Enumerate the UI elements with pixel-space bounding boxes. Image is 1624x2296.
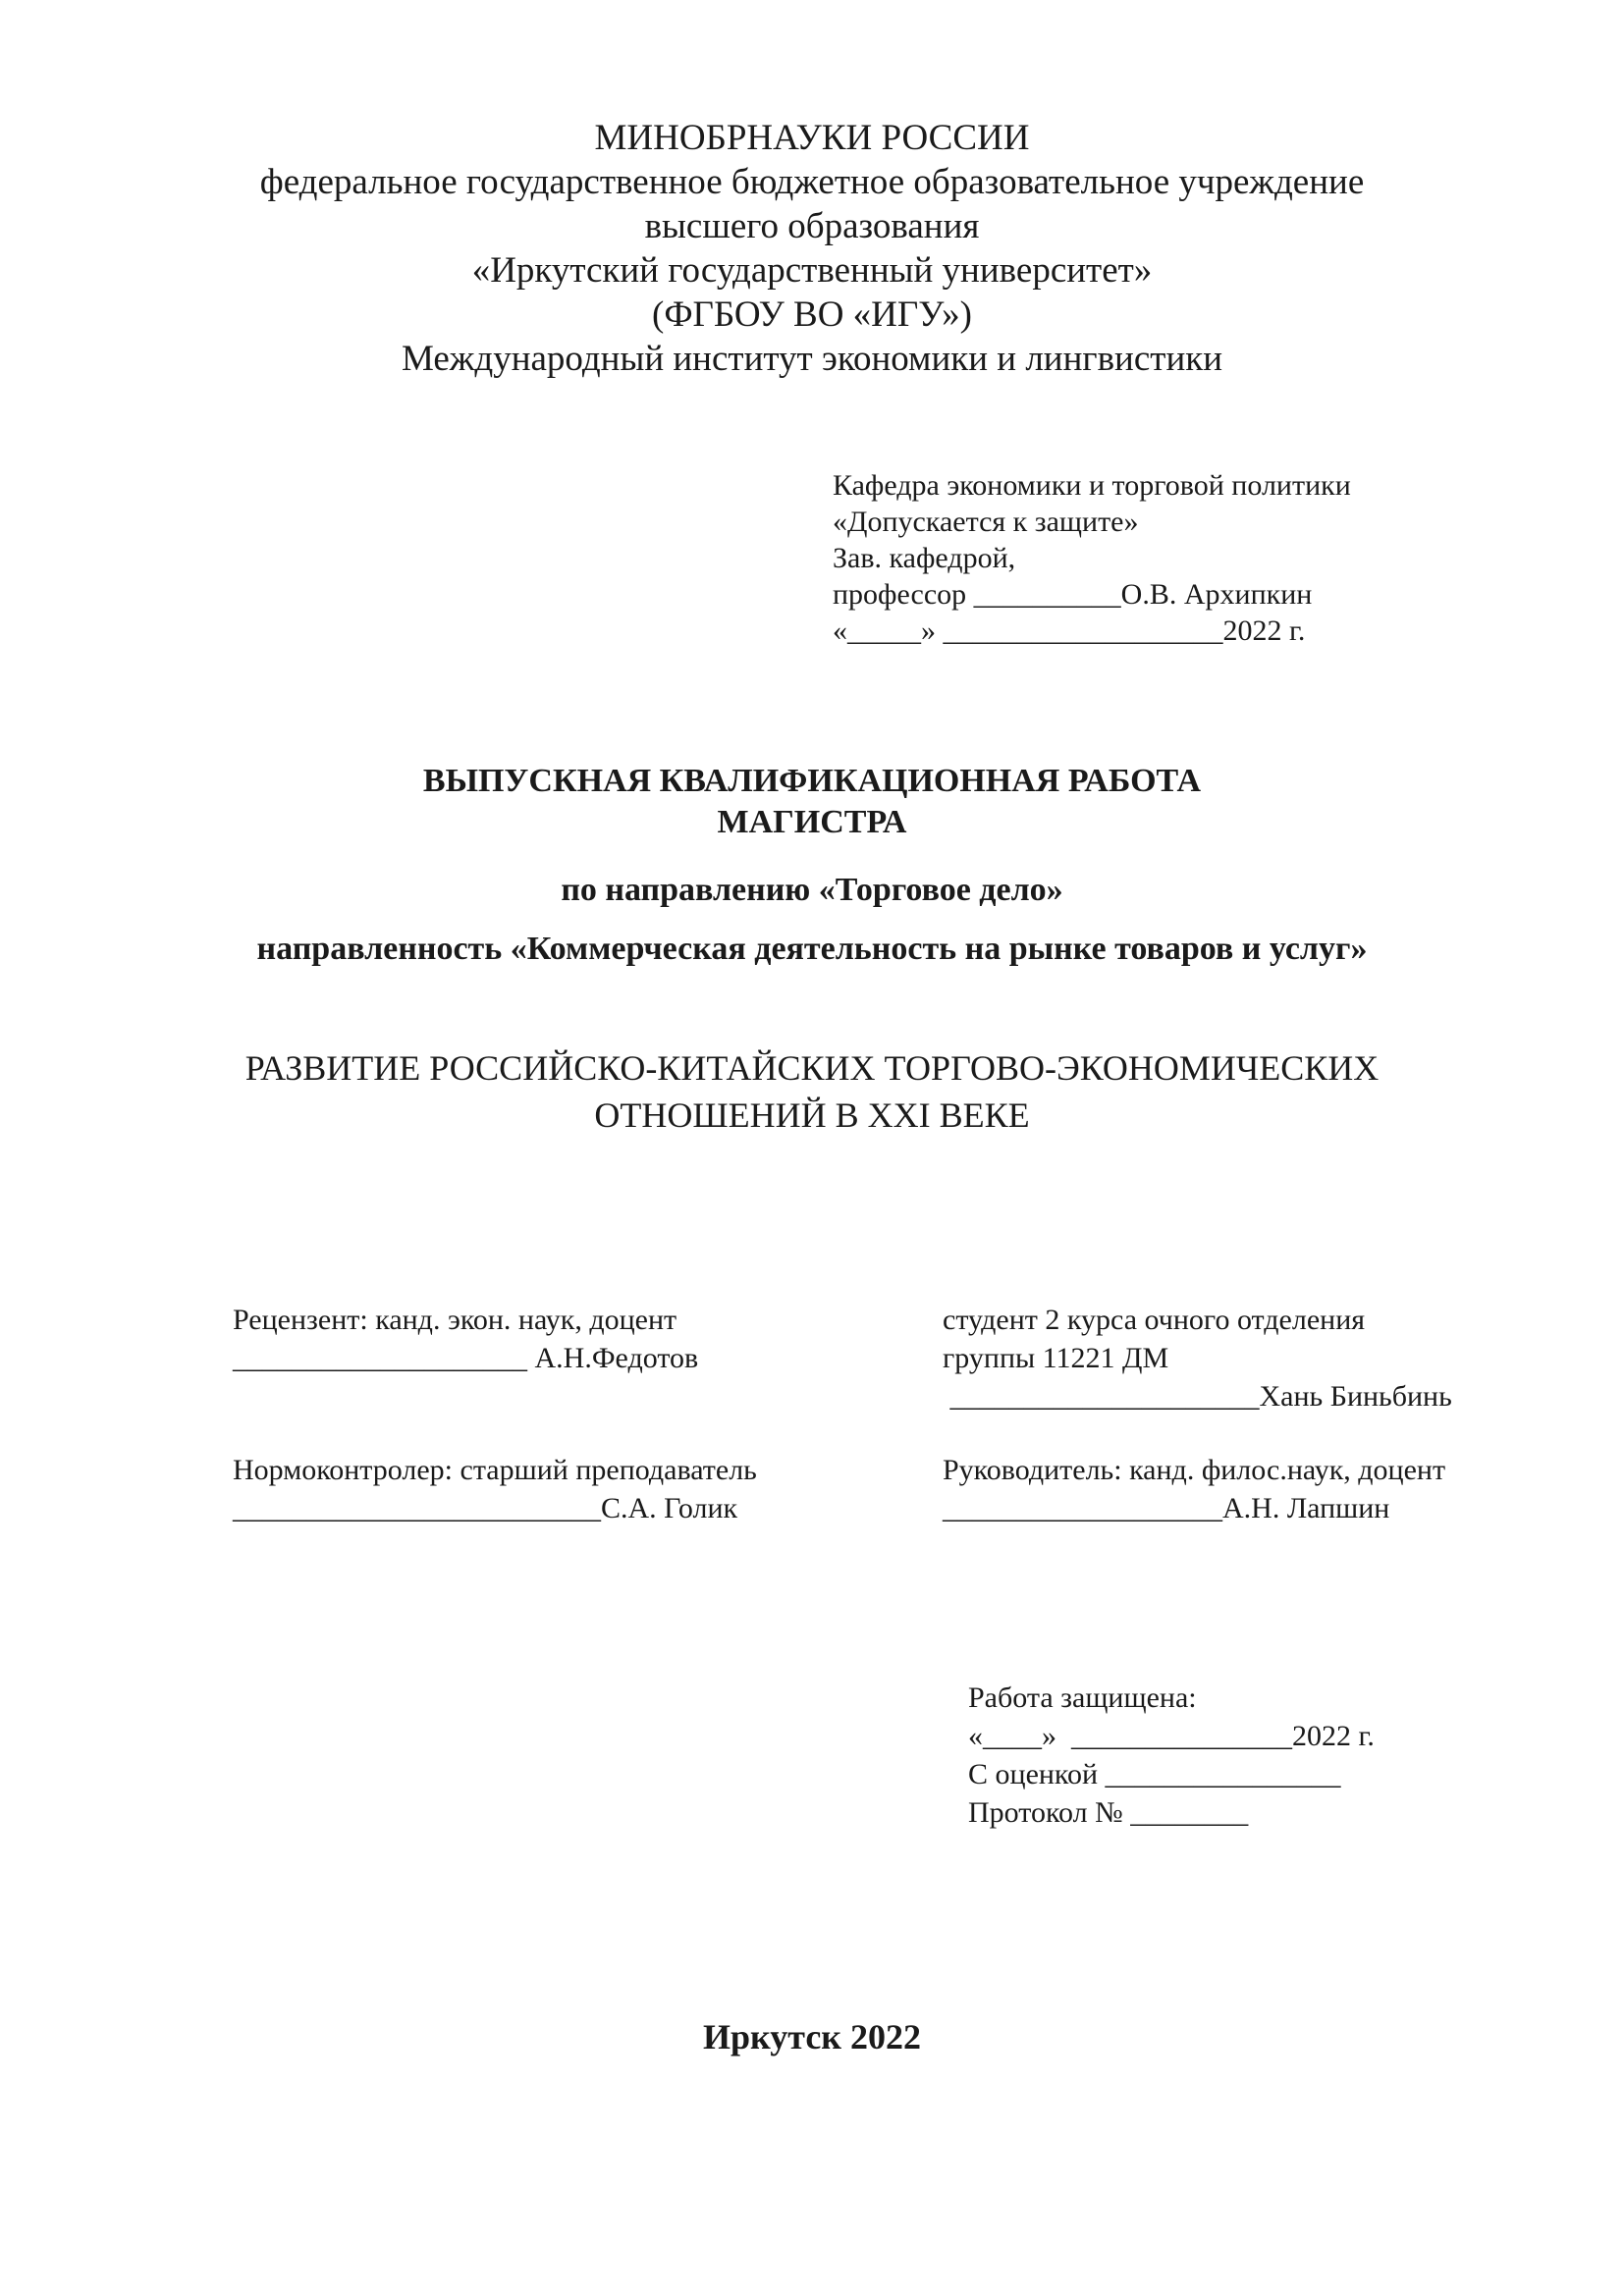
defense-block: [968, 1679, 1375, 1832]
student-signature: _____________________Хань Биньбинь: [943, 1380, 1452, 1413]
department-name: Кафедра экономики и торговой политики: [833, 469, 1351, 502]
student-signature-block: [943, 1301, 1452, 1415]
thesis-topic: [0, 1044, 1624, 1139]
supervisor-signature-block: [943, 1451, 1445, 1527]
city-year: Иркутск 2022: [702, 2017, 922, 2056]
supervisor-title: Руководитель: канд. филос.наук, доцент: [943, 1454, 1446, 1486]
approval-block: [833, 467, 1351, 649]
education-level: высшего образования: [644, 206, 980, 246]
normcontrol-signature: _________________________С.А. Голик: [233, 1492, 738, 1524]
approval-status: «Допускается к защите»: [833, 506, 1139, 538]
work-type-line-2: МАГИСТРА: [717, 804, 907, 840]
work-type-title: [0, 761, 1624, 843]
student-group: группы 11221 ДМ: [943, 1342, 1169, 1374]
approval-date: «_____» ___________________2022 г.: [833, 614, 1306, 647]
reviewer-title: Рецензент: канд. экон. наук, доцент: [233, 1304, 677, 1336]
study-focus: направленность «Коммерческая деятельность на рынке товаров и услуг»: [256, 931, 1368, 967]
defense-date: «____» _______________2022 г.: [968, 1720, 1375, 1752]
normcontrol-signature-block: [233, 1451, 757, 1527]
study-direction: по направлению «Торговое дело»: [561, 872, 1063, 908]
reviewer-signature: ____________________ А.Н.Федотов: [233, 1342, 699, 1374]
ministry-name: МИНОБРНАУКИ РОССИИ: [594, 118, 1030, 158]
head-of-department-label: Зав. кафедрой,: [833, 542, 1016, 574]
normcontrol-title: Нормоконтролер: старший преподаватель: [233, 1454, 757, 1486]
thesis-topic-line-1: РАЗВИТИЕ РОССИЙСКО-КИТАЙСКИХ ТОРГОВО-ЭКОНОМИЧЕСКИХ: [244, 1048, 1380, 1088]
student-course: студент 2 курса очного отделения: [943, 1304, 1366, 1336]
defense-label: Работа защищена:: [968, 1682, 1197, 1714]
defense-grade: С оценкой ________________: [968, 1758, 1341, 1790]
institution-type: федеральное государственное бюджетное образовательное учреждение: [259, 162, 1365, 202]
university-name: «Иркутский государственный университет»: [471, 250, 1153, 291]
defense-protocol: Протокол № ________: [968, 1796, 1249, 1829]
supervisor-signature: ___________________А.Н. Лапшин: [943, 1492, 1390, 1524]
thesis-topic-line-2: ОТНОШЕНИЙ В XXI ВЕКЕ: [594, 1095, 1030, 1135]
institution-header: [0, 116, 1624, 381]
university-abbreviation: (ФГБОУ ВО «ИГУ»): [652, 294, 972, 335]
institute-name: Международный институт экономики и лингвистики: [401, 339, 1223, 379]
reviewer-signature-block: [233, 1301, 698, 1377]
work-type-line-1: ВЫПУСКНАЯ КВАЛИФИКАЦИОННАЯ РАБОТА: [422, 763, 1202, 799]
head-of-department-signature: профессор __________О.В. Архипкин: [833, 578, 1313, 611]
